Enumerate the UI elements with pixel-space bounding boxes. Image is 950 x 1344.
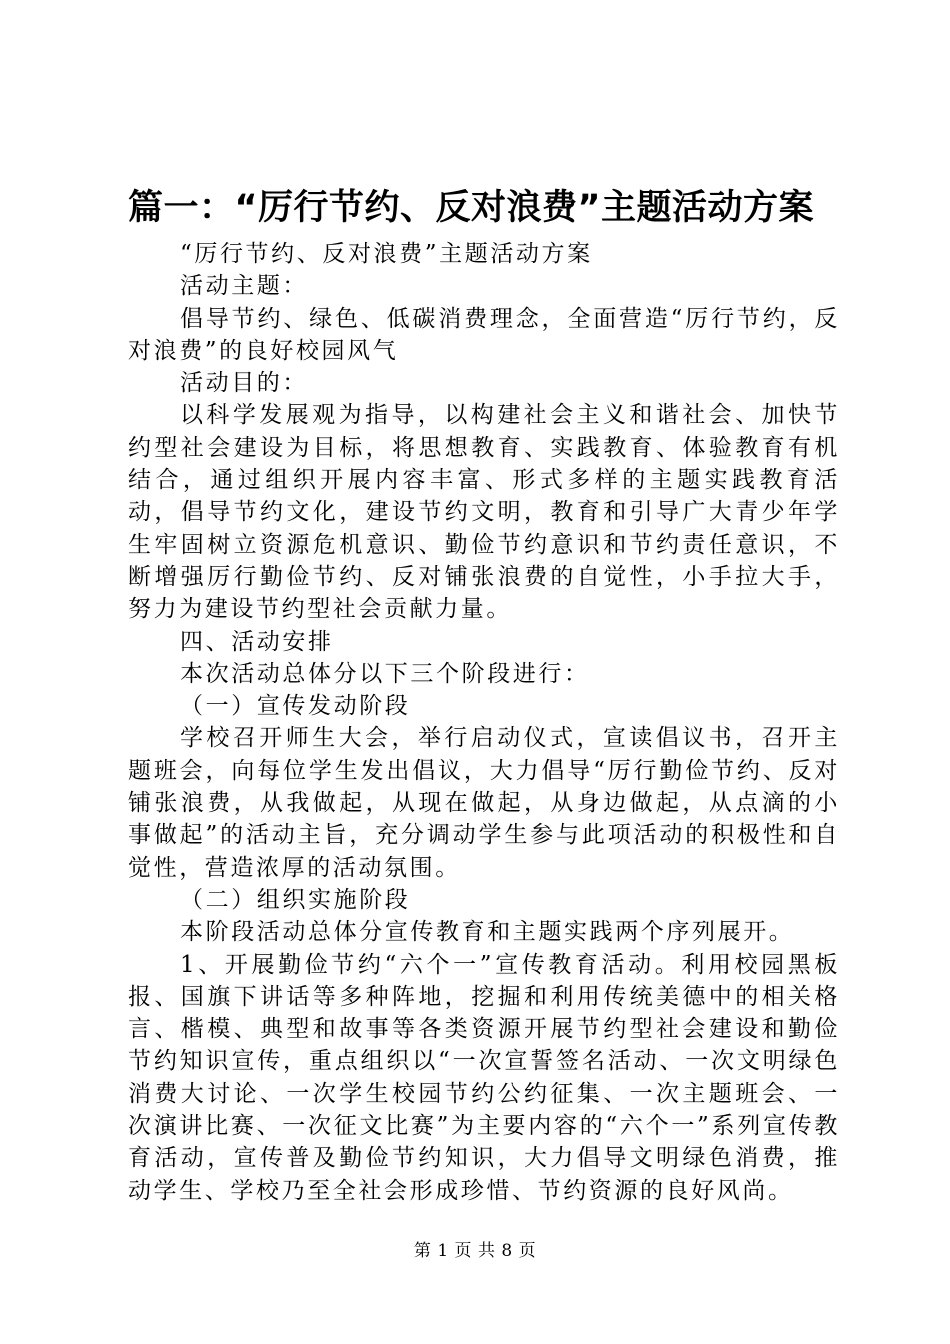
paragraph-stage-one-heading: （一）宣传发动阶段 bbox=[180, 693, 411, 720]
paragraph-theme-heading: 活动主题： bbox=[180, 273, 308, 300]
paragraph-six-ones: 1、开展勤俭节约“六个一”宣传教育活动。利用校园黑板报、国旗下讲话等多种阵地，挖掘和利用传统美德中的相关格言、楷模、典型和故事等各类资源开展节约型社会建设和勤俭节约知识宣传，重点组织以“一次宣誓签名活动、一次文明绿色消费大讨论、一次学生校园节约公约征集、一次主题班会、一次演讲比赛、一次征文比赛”为主要内容的“六个一”系列宣传教育活动，宣传普及勤俭节约知识，大力倡导文明绿色消费，推动学生、学校乃至全社会形成珍惜、节约资源的良好风尚。 bbox=[128, 951, 840, 1204]
page-number-footer: 第 1 页 共 8 页 bbox=[413, 1241, 537, 1261]
paragraph-stage-one: 学校召开师生大会，举行启动仪式，宣读倡议书，召开主题班会，向每位学生发出倡议，大力倡导“厉行勤俭节约、反对铺张浪费，从我做起，从现在做起，从身边做起，从点滴的小事做起”的活动主旨，充分调动学生参与此项活动的积极性和自觉性，营造浓厚的活动氛围。 bbox=[128, 725, 840, 881]
paragraph-stage-two-intro: 本阶段活动总体分宣传教育和主题实践两个序列展开。 bbox=[180, 919, 795, 946]
paragraph-theme: 倡导节约、绿色、低碳消费理念，全面营造“厉行节约，反对浪费”的良好校园风气 bbox=[128, 305, 840, 364]
document-body bbox=[128, 238, 840, 1207]
paragraph-purpose: 以科学发展观为指导，以构建社会主义和谐社会、加快节约型社会建设为目标，将思想教育、实践教育、体验教育有机结合，通过组织开展内容丰富、形式多样的主题实践教育活动，倡导节约文化，建设节约文明，教育和引导广大青少年学生牢固树立资源危机意识、勤俭节约意识和节约责任意识，不断增强厉行勤俭节约、反对铺张浪费的自觉性，小手拉大手，努力为建设节约型社会贡献力量。 bbox=[128, 402, 840, 623]
paragraph-stage-two-heading: （二）组织实施阶段 bbox=[180, 886, 411, 913]
paragraph-purpose-heading: 活动目的： bbox=[180, 370, 308, 397]
paragraph-arrangement-heading: 四、活动安排 bbox=[180, 628, 334, 655]
paragraph-stages-intro: 本次活动总体分以下三个阶段进行： bbox=[180, 660, 590, 687]
paragraph-subtitle: “厉行节约、反对浪费”主题活动方案 bbox=[180, 241, 593, 267]
document-title: 篇一：“厉行节约、反对浪费”主题活动方案 bbox=[128, 188, 815, 228]
